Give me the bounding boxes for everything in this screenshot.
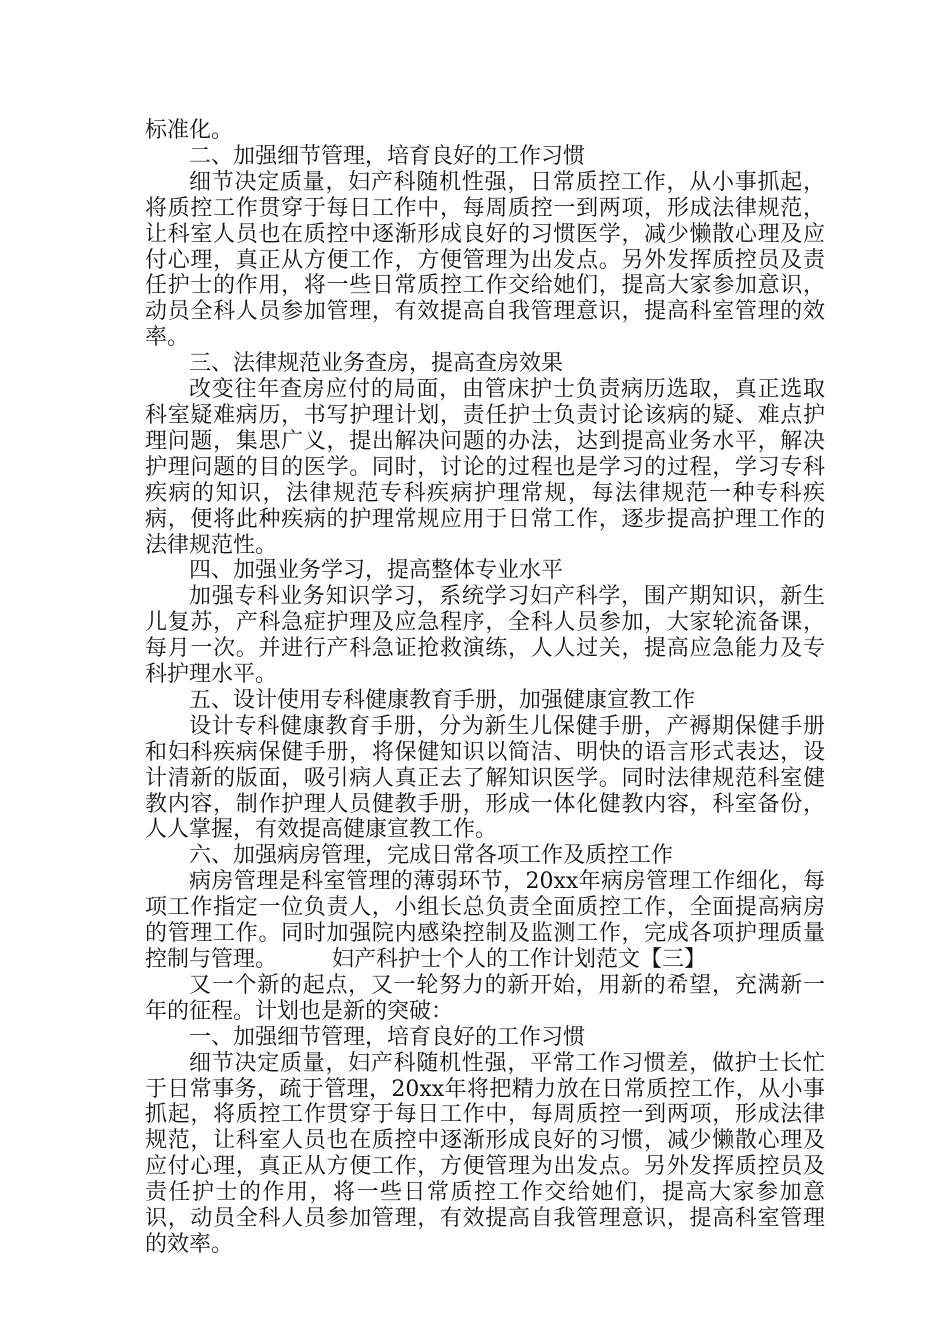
section-heading-2: 二、加强细节管理，培育良好的工作习惯 bbox=[189, 143, 586, 169]
body-paragraph: 设计专科健康教育手册，分为新生儿保健手册，产褥期保健手册和妇科疾病保健手册，将保健知识以简洁、明快的语言形式表达，设计清新的版面，吸引病人真正去了解知识医学。同时法律规范科室健教内容，制作护理人员健教手册，形成一体化健教内容，科室备份，人人掌握，有效提高健康宣教工作。 bbox=[145, 713, 825, 843]
body-paragraph: 细节决定质量，妇产科随机性强，日常质控工作，从小事抓起，将质控工作贯穿于每日工作中，每周质控一到两项，形成法律规范，让科室人员也在质控中逐渐形成良好的习惯医学，减少懒散心理及应付心理，真正从方便工作，方便管理为出发点。另外发挥质控员及责任护士的作用，将一些日常质控工作交给她们，提高大家参加意识，动员全科人员参加管理，有效提高自我管理意识，提高科室管理的效率。 bbox=[145, 169, 825, 351]
document-body bbox=[145, 118, 825, 1258]
section-heading-1: 一、加强细节管理，培育良好的工作习惯 bbox=[189, 1024, 586, 1050]
section-heading-5: 五、设计使用专科健康教育手册，加强健康宣教工作 bbox=[189, 687, 696, 713]
body-paragraph: 加强专科业务知识学习，系统学习妇产科学，围产期知识，新生儿复苏，产科急症护理及应急程序，全科人员参加，大家轮流备课，每月一次。并进行产科急证抢救演练，人人过关，提高应急能力及专科护理水平。 bbox=[145, 584, 825, 688]
body-paragraph: 病房管理是科室管理的薄弱环节，20xx年病房管理工作细化，每项工作指定一位负责人，小组长总负责全面质控工作，全面提高病房的管理工作。同时加强院内感染控制及监测工作，完成各项护理质量控制与管理。 妇产科护士个人的工作计划范文【三】 bbox=[145, 869, 825, 972]
section-heading-3: 三、法律规范业务查房，提高查房效果 bbox=[189, 351, 564, 377]
body-paragraph: 细节决定质量，妇产科随机性强，平常工作习惯差，做护士长忙于日常事务，疏于管理，20xx年将把精力放在日常质控工作，从小事抓起，将质控工作贯穿于每日工作中，每周质控一到两项，形成法律规范，让科室人员也在质控中逐渐形成良好的习惯，减少懒散心理及应付心理，真正从方便工作，方便管理为出发点。另外发挥质控员及责任护士的作用，将一些日常质控工作交给她们，提高大家参加意识，动员全科人员参加管理，有效提高自我管理意识，提高科室管理的效率。 bbox=[145, 1050, 825, 1257]
section-heading-6: 六、加强病房管理，完成日常各项工作及质控工作 bbox=[189, 843, 674, 869]
section-heading-4: 四、加强业务学习，提高整体专业水平 bbox=[189, 558, 564, 584]
paragraph-continuation: 标准化。 bbox=[145, 118, 234, 143]
body-paragraph: 改变往年查房应付的局面，由管床护士负责病历选取，真正选取科室疑难病历，书写护理计划，责任护士负责讨论该病的疑、难点护理问题，集思广义，提出解决问题的办法，达到提高业务水平，解决护理问题的目的医学。同时，讨论的过程也是学习的过程，学习专科疾病的知识，法律规范专科疾病护理常规，每法律规范一种专科疾病，便将此种疾病的护理常规应用于日常工作，逐步提高护理工作的法律规范性。 bbox=[145, 377, 825, 558]
body-paragraph: 又一个新的起点，又一轮努力的新开始，用新的希望，充满新一年的征程。计划也是新的突破： bbox=[145, 972, 825, 1024]
